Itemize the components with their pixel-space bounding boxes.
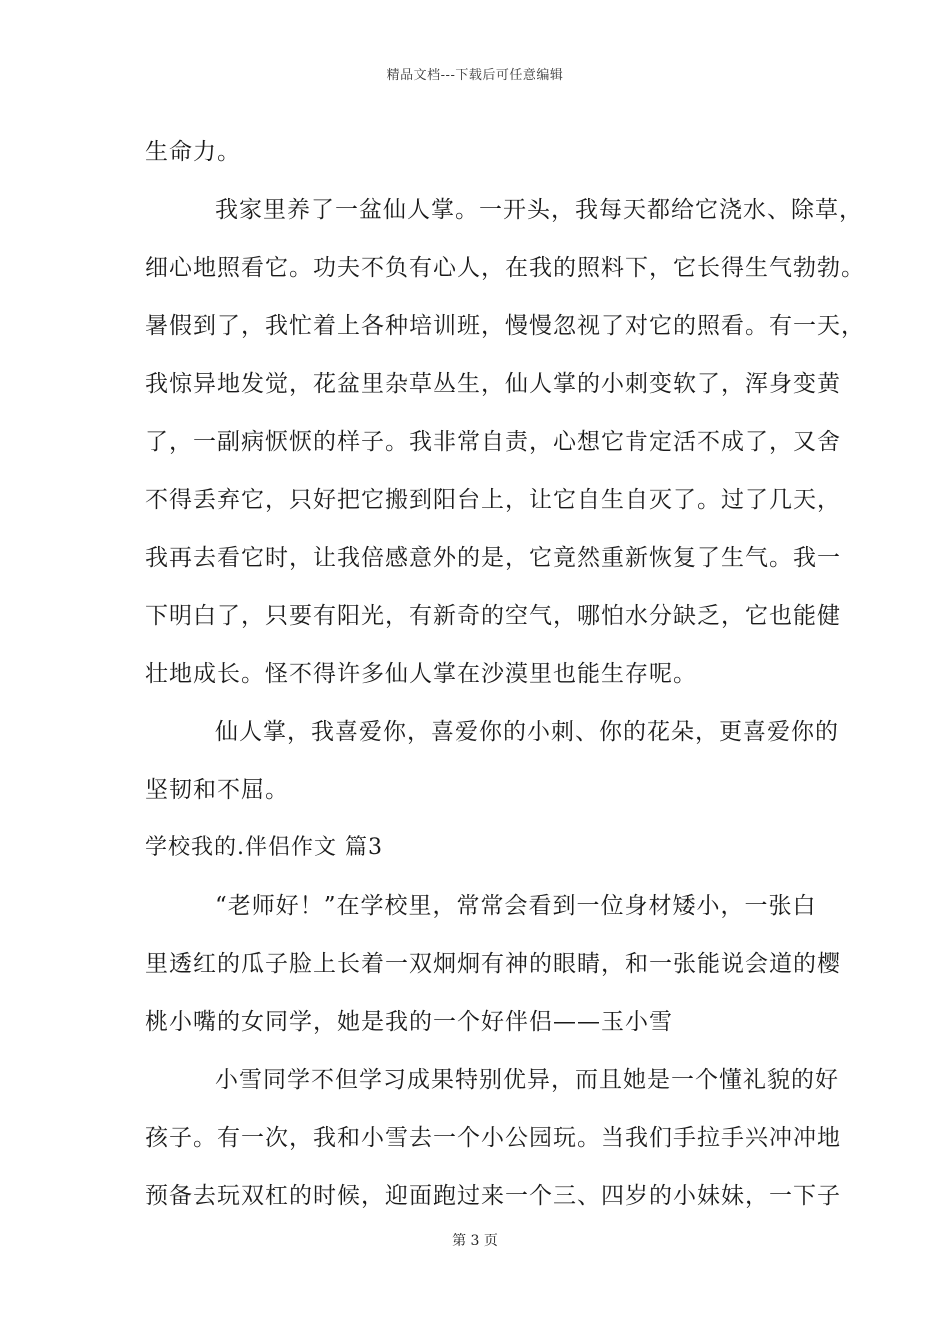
- text-line: 了，一副病恹恹的样子。我非常自责，心想它肯定活不成了，又舍: [145, 429, 841, 455]
- paragraph-start-line: 小雪同学不但学习成果特别优异，而且她是一个懂礼貌的好: [215, 1067, 839, 1093]
- paragraph-start-line: 仙人掌，我喜爱你，喜爱你的小刺、你的花朵，更喜爱你的: [215, 719, 839, 745]
- text-line: 细心地照看它。功夫不负有心人，在我的照料下，它长得生气勃勃。: [145, 255, 865, 281]
- text-line: 预备去玩双杠的时候，迎面跑过来一个三、四岁的小妹妹，一下子: [145, 1183, 841, 1209]
- section-heading: 学校我的.伴侣作文 篇3: [145, 835, 383, 860]
- page-number: 第 3 页: [452, 1233, 498, 1249]
- text-line: 桃小嘴的女同学，她是我的一个好伴侣——玉小雪: [145, 1009, 673, 1035]
- text-line: 我再去看它时，让我倍感意外的是，它竟然重新恢复了生气。我一: [145, 545, 841, 571]
- text-line: 里透红的瓜子脸上长着一双炯炯有神的眼睛，和一张能说会道的樱: [145, 951, 841, 977]
- text-line: 壮地成长。怪不得许多仙人掌在沙漠里也能生存呢。: [145, 661, 697, 687]
- text-line: 生命力。: [145, 139, 241, 165]
- document-body: [145, 130, 865, 1232]
- text-line: 坚韧和不屈。: [145, 777, 289, 803]
- text-line: 暑假到了，我忙着上各种培训班，慢慢忽视了对它的照看。有一天，: [145, 313, 865, 339]
- text-line: 我惊异地发觉，花盆里杂草丛生，仙人掌的小刺变软了，浑身变黄: [145, 371, 841, 397]
- text-line: 孩子。有一次，我和小雪去一个小公园玩。当我们手拉手兴冲冲地: [145, 1125, 841, 1151]
- paragraph-start-line: “老师好！”在学校里，常常会看到一位身材矮小，一张白: [215, 893, 817, 919]
- text-line: 下明白了，只要有阳光，有新奇的空气，哪怕水分缺乏，它也能健: [145, 603, 841, 629]
- paragraph-start-line: 我家里养了一盆仙人掌。一开头，我每天都给它浇水、除草，: [215, 197, 863, 223]
- text-line: 不得丢弃它，只好把它搬到阳台上，让它自生自灭了。过了几天，: [145, 487, 841, 513]
- page-header: 精品文档---下载后可任意编辑: [386, 68, 564, 83]
